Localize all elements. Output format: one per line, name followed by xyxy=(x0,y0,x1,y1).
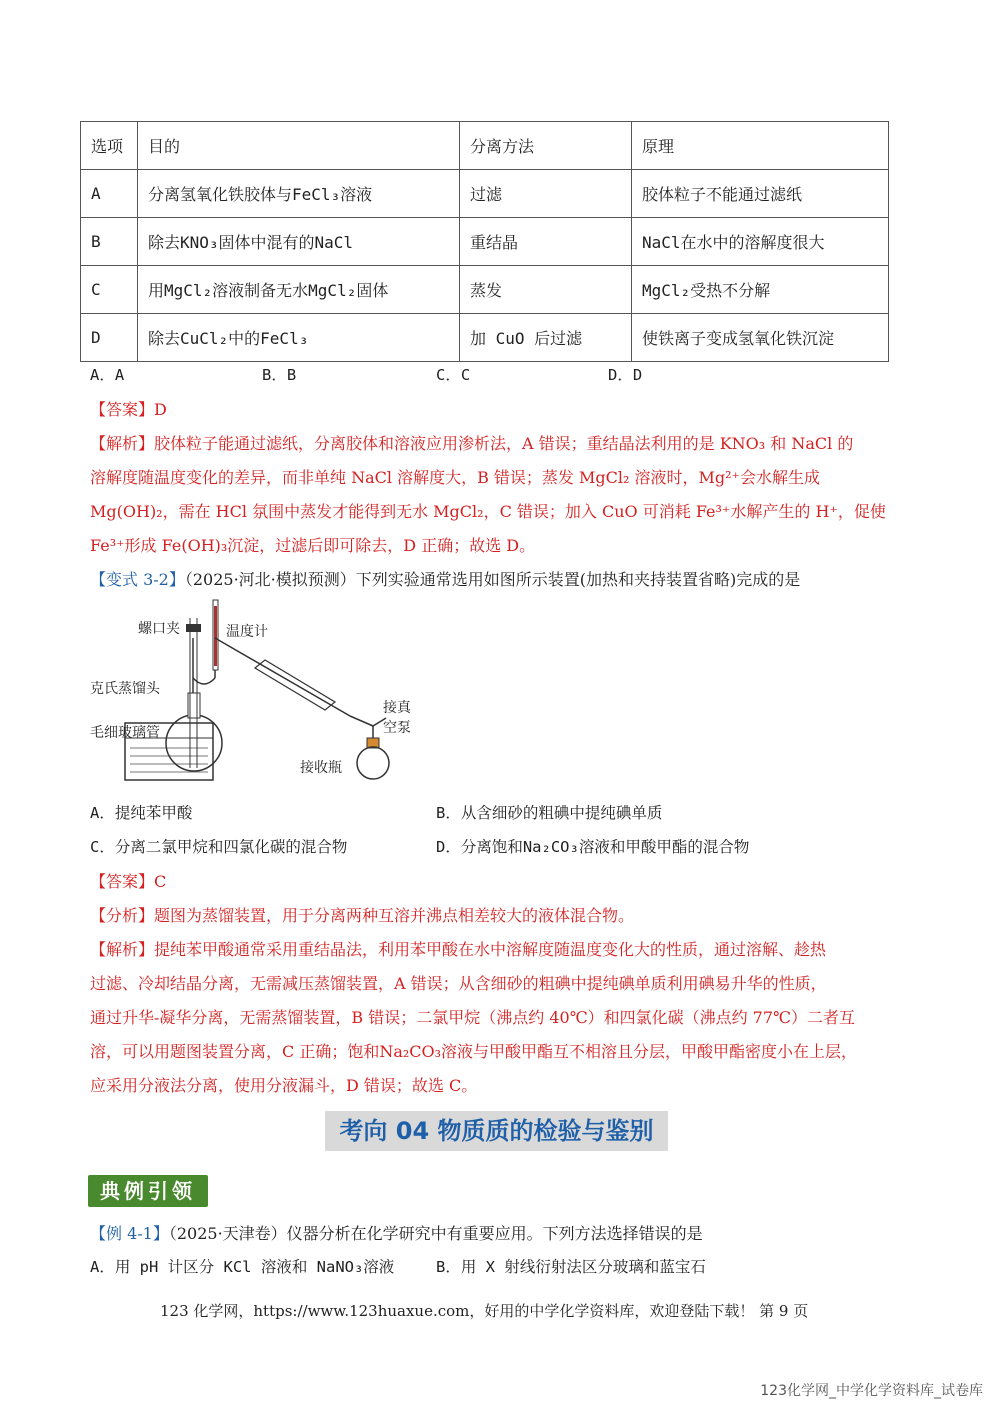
table-header-cell: 目的 xyxy=(138,122,460,170)
choice-c: C．C xyxy=(436,366,471,384)
example-question xyxy=(90,1221,703,1244)
table-row xyxy=(81,266,889,314)
analysis-2-line: 应采用分液法分离，使用分液漏斗，D 错误；故选 C。 xyxy=(90,1076,478,1095)
label-vacuum-1: 接真 xyxy=(383,700,411,716)
choice-b: B．用 X 射线衍射法区分玻璃和蓝宝石 xyxy=(436,1258,706,1276)
label-thermometer: 温度计 xyxy=(226,624,268,640)
analysis-2-line: 通过升华-凝华分离，无需蒸馏装置，B 错误；二氯甲烷（沸点约 40℃）和四氯化碳（沸点约 77℃）二者互 xyxy=(90,1008,855,1027)
label-receiver: 接收瓶 xyxy=(300,760,342,776)
choice-d: D．分离饱和Na₂CO₃溶液和甲酸甲酯的混合物 xyxy=(436,838,750,856)
example-tag: 【例 4-1】 xyxy=(90,1224,169,1243)
choice-d: D．D xyxy=(608,366,643,384)
table-row xyxy=(81,218,889,266)
table-row xyxy=(81,170,889,218)
label-vacuum-2: 空泵 xyxy=(383,720,411,736)
analysis-2-summary: 【分析】题图为蒸馏装置，用于分离两种互溶并沸点相差较大的液体混合物。 xyxy=(90,906,635,925)
analysis-1-line: Mg(OH)₂，需在 HCl 氛围中蒸发才能得到无水 MgCl₂，C 错误；加入 CuO 可消耗 Fe³⁺水解产生的 H⁺，促使 xyxy=(90,502,886,521)
table-header-cell: 原理 xyxy=(632,122,889,170)
choice-a: A．用 pH 计区分 KCl 溶液和 NaNO₃溶液 xyxy=(90,1258,395,1276)
table-row xyxy=(81,314,889,362)
table-cell: 使铁离子变成氢氧化铁沉淀 xyxy=(632,314,889,362)
table-header-cell: 选项 xyxy=(81,122,138,170)
choice-c: C．分离二氯甲烷和四氯化碳的混合物 xyxy=(90,838,348,856)
analysis-2-line: 过滤、冷却结晶分离，无需减压蒸馏装置，A 错误；从含细砂的粗碘中提纯碘单质利用碘易升华的性质， xyxy=(90,974,827,993)
variant-tag: 【变式 3-2】 xyxy=(90,570,185,589)
answer-1: 【答案】D xyxy=(90,400,167,419)
analysis-2-line: 溶，可以用题图装置分离，C 正确；饱和Na₂CO₃溶液与甲酸甲酯互不相溶且分层，甲酸甲酯密度小在上层， xyxy=(90,1042,858,1061)
table-cell: A xyxy=(81,170,138,218)
example-text: （2025·天津卷）仪器分析在化学研究中有重要应用。下列方法选择错误的是 xyxy=(168,1224,703,1243)
label-clamp: 螺口夹 xyxy=(138,621,180,637)
table-cell: 用MgCl₂溶液制备无水MgCl₂固体 xyxy=(138,266,460,314)
variant-text: （2025·河北·模拟预测）下列实验通常选用如图所示装置(加热和夹持装置省略)完成的是 xyxy=(184,570,801,589)
table-cell: 重结晶 xyxy=(460,218,632,266)
label-claisen-head: 克氏蒸馏头 xyxy=(90,681,160,697)
table-header-cell: 分离方法 xyxy=(460,122,632,170)
options-table xyxy=(80,121,889,362)
section-heading: 考向 04 物质质的检验与鉴别 xyxy=(325,1111,668,1151)
watermark-text: 123化学网_中学化学资料库_试卷库 xyxy=(760,1383,983,1399)
choice-a: A．A xyxy=(90,366,125,384)
table-cell: D xyxy=(81,314,138,362)
table-cell: 胶体粒子不能通过滤纸 xyxy=(632,170,889,218)
table-cell: 分离氢氧化铁胶体与FeCl₃溶液 xyxy=(138,170,460,218)
table-cell: 加 CuO 后过滤 xyxy=(460,314,632,362)
choice-b: B．从含细砂的粗碘中提纯碘单质 xyxy=(436,804,663,822)
table-cell: 除去KNO₃固体中混有的NaCl xyxy=(138,218,460,266)
example-badge: 典例引领 xyxy=(88,1175,208,1207)
choice-b: B．B xyxy=(262,366,297,384)
analysis-1-line: 【解析】胶体粒子能通过滤纸，分离胶体和溶液应用渗析法，A 错误；重结晶法利用的是 KNO₃ 和 NaCl 的 xyxy=(90,434,854,453)
analysis-1-line: 溶解度随温度变化的差异，而非单纯 NaCl 溶解度大，B 错误；蒸发 MgCl₂ 溶液时，Mg²⁺会水解生成 xyxy=(90,468,820,487)
table-cell: NaCl在水中的溶解度很大 xyxy=(632,218,889,266)
table-cell: C xyxy=(81,266,138,314)
label-capillary: 毛细玻璃管 xyxy=(90,725,160,741)
page-footer: 123 化学网，https://www.123huaxue.com，好用的中学化学资料库，欢迎登陆下载！ 第 9 页 xyxy=(160,1302,809,1320)
table-cell: B xyxy=(81,218,138,266)
variant-question xyxy=(90,567,800,590)
table-cell: MgCl₂受热不分解 xyxy=(632,266,889,314)
answer-2: 【答案】C xyxy=(90,872,167,891)
analysis-2-line: 【解析】提纯苯甲酸通常采用重结晶法，利用苯甲酸在水中溶解度随温度变化大的性质，通过溶解、趁热 xyxy=(90,940,827,959)
table-cell: 除去CuCl₂中的FeCl₃ xyxy=(138,314,460,362)
choice-a: A．提纯苯甲酸 xyxy=(90,804,193,822)
table-cell: 蒸发 xyxy=(460,266,632,314)
table-cell: 过滤 xyxy=(460,170,632,218)
analysis-1-line: Fe³⁺形成 Fe(OH)₃沉淀，过滤后即可除去，D 正确；故选 D。 xyxy=(90,536,536,555)
table-header-row xyxy=(81,122,889,170)
